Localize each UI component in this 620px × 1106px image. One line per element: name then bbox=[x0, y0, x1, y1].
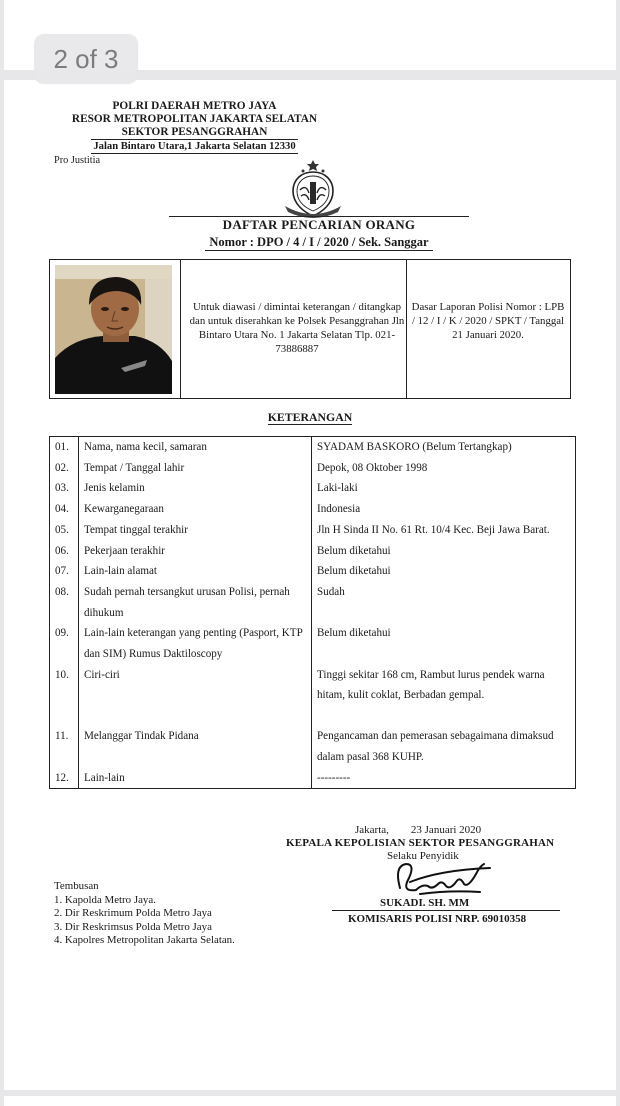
table-row bbox=[50, 499, 576, 520]
letterhead-line: SEKTOR PESANGGRAHAN bbox=[121, 126, 268, 138]
table-row bbox=[50, 520, 576, 541]
row-label: Jenis kelamin bbox=[79, 478, 312, 499]
row-value: Belum diketahui bbox=[312, 561, 576, 582]
handwritten-signature bbox=[380, 860, 500, 900]
keterangan-table bbox=[49, 436, 576, 789]
tembusan-item: 3. Dir Reskrimsus Polda Metro Jaya bbox=[54, 920, 212, 933]
table-row bbox=[50, 726, 576, 767]
table-row bbox=[50, 437, 576, 458]
wanted-notice: Untuk diawasi / dimintai keterangan / ditangkap dan untuk diserahkan ke Polsek Pesanggrahan Jln Bintaro Utara No. 1 Jakarta Selatan Tlp. 021-73886887 bbox=[189, 301, 405, 355]
next-page bbox=[4, 1096, 616, 1106]
tembusan-title: Tembusan bbox=[54, 880, 99, 892]
keterangan-title: KETERANGAN bbox=[267, 410, 353, 424]
row-value: Indonesia bbox=[312, 499, 576, 520]
table-row bbox=[50, 768, 576, 789]
row-value: Belum diketahui bbox=[312, 541, 576, 562]
table-row bbox=[50, 478, 576, 499]
row-number: 12. bbox=[50, 768, 79, 789]
row-number: 06. bbox=[50, 541, 79, 562]
row-label: Ciri-ciri bbox=[79, 665, 312, 726]
row-value: --------- bbox=[312, 768, 576, 789]
signatory bbox=[332, 897, 562, 926]
report-reference: Dasar Laporan Polisi Nomor : LPB / 12 / I / K / 2020 / SPKT / Tanggal 21 Januari 2020. bbox=[411, 301, 565, 341]
table-row bbox=[50, 561, 576, 582]
table-row bbox=[50, 582, 576, 623]
row-value: Tinggi sekitar 168 cm, Rambut lurus pendek warna hitam, kulit coklat, Berbadan gempal. bbox=[312, 665, 576, 726]
row-number: 01. bbox=[50, 437, 79, 458]
letterhead-address: Jalan Bintaro Utara,1 Jakarta Selatan 12330 bbox=[93, 141, 296, 152]
row-label: Lain-lain bbox=[79, 768, 312, 789]
table-row bbox=[50, 623, 576, 664]
row-label: Lain-lain alamat bbox=[79, 561, 312, 582]
row-value: Depok, 08 Oktober 1998 bbox=[312, 458, 576, 479]
signature-role: Selaku Penyidik bbox=[387, 850, 459, 862]
table-row bbox=[50, 541, 576, 562]
table-row bbox=[50, 458, 576, 479]
table-row bbox=[50, 665, 576, 726]
row-number: 03. bbox=[50, 478, 79, 499]
tembusan-item: 1. Kapolda Metro Jaya. bbox=[54, 893, 156, 906]
row-value: Belum diketahui bbox=[312, 623, 576, 664]
letterhead-line: POLRI DAERAH METRO JAYA bbox=[112, 100, 277, 112]
row-value: Laki-laki bbox=[312, 478, 576, 499]
document-title-block bbox=[169, 216, 469, 251]
pro-justitia: Pro Justitia bbox=[54, 155, 101, 166]
row-value: Sudah bbox=[312, 582, 576, 623]
row-value: SYADAM BASKORO (Belum Tertangkap) bbox=[312, 437, 576, 458]
row-label: Tempat / Tanggal lahir bbox=[79, 458, 312, 479]
document-page bbox=[4, 80, 616, 1090]
signature-office: KEPALA KEPOLISIAN SEKTOR PESANGGRAHAN bbox=[286, 837, 555, 849]
letterhead-line: RESOR METROPOLITAN JAKARTA SELATAN bbox=[71, 113, 318, 125]
document-number: Nomor : DPO / 4 / I / 2020 / Sek. Sanggar bbox=[205, 235, 432, 251]
suspect-photo bbox=[55, 265, 172, 394]
tembusan-item: 4. Kapolres Metropolitan Jakarta Selatan. bbox=[54, 934, 235, 946]
row-number: 07. bbox=[50, 561, 79, 582]
row-label: Tempat tinggal terakhir bbox=[79, 520, 312, 541]
row-label: Pekerjaan terakhir bbox=[79, 541, 312, 562]
row-label: Kewarganegaraan bbox=[79, 499, 312, 520]
signature-block bbox=[286, 824, 576, 863]
row-label: Sudah pernah tersangkut urusan Polisi, pernah dihukum bbox=[79, 582, 312, 623]
row-label: Lain-lain keterangan yang penting (Pasport, KTP dan SIM) Rumus Daktiloscopy bbox=[79, 623, 312, 664]
tembusan bbox=[54, 880, 235, 948]
tembusan-item: 2. Dir Reskrimum Polda Metro Jaya bbox=[54, 907, 212, 919]
signatory-rank: KOMISARIS POLISI NRP. 69010358 bbox=[348, 913, 527, 925]
row-label: Melanggar Tindak Pidana bbox=[79, 726, 312, 767]
column-divider bbox=[406, 260, 407, 398]
page-counter: 2 of 3 bbox=[34, 34, 138, 84]
police-emblem-icon bbox=[282, 160, 344, 220]
column-divider bbox=[180, 260, 181, 398]
row-label: Nama, nama kecil, samaran bbox=[79, 437, 312, 458]
signature-place: Jakarta, bbox=[355, 824, 389, 836]
row-value: Pengancaman dan pemerasan sebagaimana dimaksud dalam pasal 368 KUHP. bbox=[312, 726, 576, 767]
row-number: 05. bbox=[50, 520, 79, 541]
row-value: Jln H Sinda II No. 61 Rt. 10/4 Kec. Beji Jawa Barat. bbox=[312, 520, 576, 541]
wanted-box bbox=[49, 259, 571, 399]
signatory-name: SUKADI. SH. MM bbox=[332, 897, 560, 911]
row-number: 02. bbox=[50, 458, 79, 479]
signature-date: 23 Januari 2020 bbox=[410, 824, 482, 836]
row-number: 09. bbox=[50, 623, 79, 664]
row-number: 08. bbox=[50, 582, 79, 623]
row-number: 10. bbox=[50, 665, 79, 726]
letterhead bbox=[52, 100, 337, 154]
row-number: 04. bbox=[50, 499, 79, 520]
row-number: 11. bbox=[50, 726, 79, 767]
document-title: DAFTAR PENCARIAN ORANG bbox=[169, 216, 469, 233]
